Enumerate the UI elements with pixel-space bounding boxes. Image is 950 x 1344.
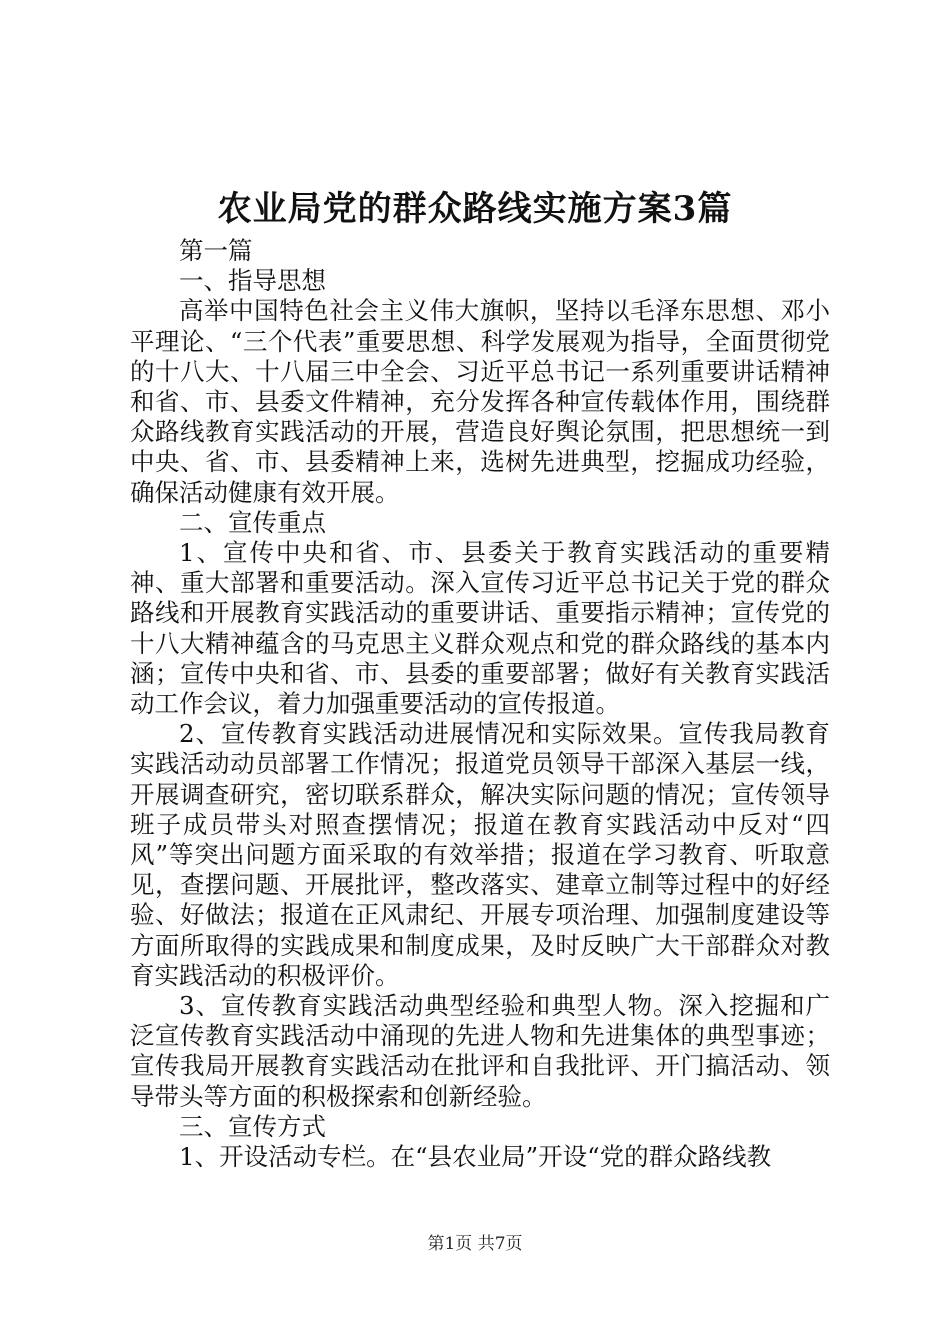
section-heading: 三、宣传方式 [179,1111,326,1141]
body-paragraph: 1、宣传中央和省、市、县委关于教育实践活动的重要精神、重大部署和重要活动。深入宣传习近平总书记关于党的群众路线和开展教育实践活动的重要讲话、重要指示精神；宣传党的十八大精神蕴含的马克思主义群众观点和党的群众路线的基本内涵；宣传中央和省、市、县委的重要部署；做好有关教育实践活动工作会议，着力加强重要活动的宣传报道。 [130,538,830,719]
section-heading: 一、指导思想 [179,266,326,296]
body-paragraph: 高举中国特色社会主义伟大旗帜，坚持以毛泽东思想、邓小平理论、“三个代表”重要思想、科学发展观为指导，全面贯彻党的十八大、十八届三中全会、习近平总书记一系列重要讲话精神和省、市、县委文件精神，充分发挥各种宣传载体作用，围绕群众路线教育实践活动的开展，营造良好舆论氛围，把思想统一到中央、省、市、县委精神上来，选树先进典型，挖掘成功经验，确保活动健康有效开展。 [130,296,830,507]
body-paragraph: 1、开设活动专栏。在“县农业局”开设“党的群众路线教 [179,1142,772,1172]
body-paragraph: 2、宣传教育实践活动进展情况和实际效果。宣传我局教育实践活动动员部署工作情况；报道党员领导干部深入基层一线，开展调查研究，密切联系群众，解决实际问题的情况；宣传领导班子成员带头对照查摆情况；报道在教育实践活动中反对“四风”等突出问题方面采取的有效举措；报道在学习教育、听取意见，查摆问题、开展批评，整改落实、建章立制等过程中的好经验、好做法；报道在正风肃纪、开展专项治理、加强制度建设等方面所取得的实践成果和制度成果，及时反映广大干部群众对教育实践活动的积极评价。 [130,719,830,990]
page-footer: 第1页 共7页 [427,1234,523,1254]
body-paragraph: 3、宣传教育实践活动典型经验和典型人物。深入挖掘和广泛宣传教育实践活动中涌现的先进人物和先进集体的典型事迹；宣传我局开展教育实践活动在批评和自我批评、开门搞活动、领导带头等方面的积极探索和创新经验。 [130,991,830,1111]
section-label: 第一篇 [179,236,253,265]
document-body [130,236,830,1172]
document-title: 农业局党的群众路线实施方案3篇 [217,189,733,229]
section-heading: 二、宣传重点 [179,507,326,537]
